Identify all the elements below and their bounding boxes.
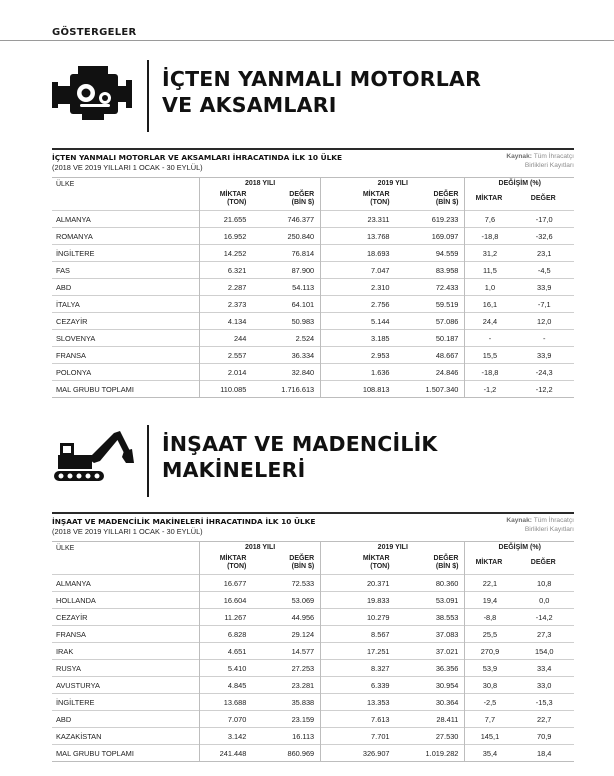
value-2019-cell: 53.091 [396,592,465,609]
value-2018-cell: 76.814 [252,245,320,262]
country-cell: ABD [52,711,200,728]
change-quantity-cell: 24,4 [465,313,515,330]
quantity-2019-cell: 19.833 [321,592,396,609]
source-label: Kaynak: [506,153,532,160]
change-quantity-cell: 35,4 [465,745,515,762]
table-subtitle: (2018 VE 2019 YILLARI 1 OCAK - 30 EYLÜL) [52,163,203,172]
header-text: MİKTAR [362,555,390,563]
engine-icon [50,60,136,124]
table-row [52,228,574,245]
col-group-2018: 2018 YILI [200,178,321,189]
table-row [52,211,574,228]
table-row [52,660,574,677]
change-quantity-cell: 31,2 [465,245,515,262]
change-value-cell: 22,7 [514,711,574,728]
value-2018-cell: 14.577 [252,643,320,660]
table-source [506,153,574,170]
title-divider [147,425,149,497]
table-row [52,347,574,364]
change-quantity-cell: 270,9 [465,643,515,660]
col-header-value-2018 [252,189,320,211]
header-text: (BİN $) [291,199,315,207]
header-text: (BİN $) [435,563,459,571]
quantity-2019-cell: 2.310 [321,279,396,296]
header-text: (TON) [227,563,247,571]
change-value-cell: -4,5 [514,262,574,279]
header-text: (BİN $) [291,563,315,571]
quantity-2018-cell: 16.677 [200,575,253,592]
value-2019-cell: 36.356 [396,660,465,677]
change-value-cell: -7,1 [514,296,574,313]
source-text: Tüm İhracatçı [533,153,574,160]
value-2018-cell: 32.840 [252,364,320,381]
country-cell: KAZAKİSTAN [52,728,200,745]
change-quantity-cell: 145,1 [465,728,515,745]
table-block-construction [52,512,574,762]
col-header-value-2019 [396,553,465,575]
source-text: Tüm İhracatçı [533,517,574,524]
table-row [52,626,574,643]
quantity-2019-cell: 17.251 [321,643,396,660]
value-2018-cell: 250.840 [252,228,320,245]
quantity-2019-cell: 20.371 [321,575,396,592]
country-cell: SLOVENYA [52,330,200,347]
change-value-cell: - [514,330,574,347]
country-cell: RUSYA [52,660,200,677]
table-row [52,728,574,745]
country-cell: İNGİLTERE [52,245,200,262]
table-row [52,245,574,262]
col-header-quantity-2018 [200,553,253,575]
quantity-2019-cell: 3.185 [321,330,396,347]
section-title [162,431,438,483]
quantity-2018-cell: 14.252 [200,245,253,262]
quantity-2019-cell: 326.907 [321,745,396,762]
change-value-cell: 154,0 [514,643,574,660]
quantity-2019-cell: 2.953 [321,347,396,364]
value-2018-cell: 44.956 [252,609,320,626]
value-2019-cell: 37.083 [396,626,465,643]
quantity-2018-cell: 241.448 [200,745,253,762]
top-rule [0,40,614,41]
section-header-engines [50,60,570,132]
country-cell: ALMANYA [52,211,200,228]
value-2018-cell: 746.377 [252,211,320,228]
table-row [52,279,574,296]
country-cell: CEZAYİR [52,609,200,626]
col-header-country: ÜLKE [52,542,200,575]
table-row [52,364,574,381]
quantity-2019-cell: 2.756 [321,296,396,313]
value-2018-cell: 27.253 [252,660,320,677]
header-text: DEĞER [289,191,315,199]
country-cell: MAL GRUBU TOPLAMI [52,745,200,762]
change-value-cell: 33,9 [514,279,574,296]
value-2018-cell: 53.069 [252,592,320,609]
table-row [52,677,574,694]
change-quantity-cell: 25,5 [465,626,515,643]
col-group-2019: 2019 YILI [321,542,465,553]
header-text: (TON) [227,199,247,207]
country-cell: HOLLANDA [52,592,200,609]
section-title-line: İÇTEN YANMALI MOTORLAR [162,67,482,91]
col-group-2019: 2019 YILI [321,178,465,189]
table-top-rule [52,512,574,514]
col-group-2018: 2018 YILI [200,542,321,553]
table-row [52,609,574,626]
change-quantity-cell: 53,9 [465,660,515,677]
change-value-cell: 12,0 [514,313,574,330]
change-value-cell: 33,0 [514,677,574,694]
value-2018-cell: 54.113 [252,279,320,296]
value-2018-cell: 29.124 [252,626,320,643]
quantity-2018-cell: 16.604 [200,592,253,609]
header-text: (TON) [370,563,390,571]
col-group-change: DEĞİŞİM (%) [465,178,574,189]
quantity-2018-cell: 4.845 [200,677,253,694]
value-2019-cell: 38.553 [396,609,465,626]
table-title: İÇTEN YANMALI MOTORLAR VE AKSAMLARI İHRACATINDA İLK 10 ÜLKE [52,153,343,162]
change-quantity-cell: -2,5 [465,694,515,711]
country-cell: MAL GRUBU TOPLAMI [52,381,200,398]
header-text: (BİN $) [435,199,459,207]
table-row [52,643,574,660]
header-text: DEĞER [289,555,315,563]
value-2019-cell: 80.360 [396,575,465,592]
country-cell: ABD [52,279,200,296]
change-quantity-cell: -1,2 [465,381,515,398]
country-cell: CEZAYİR [52,313,200,330]
change-value-cell: 33,9 [514,347,574,364]
quantity-2019-cell: 13.768 [321,228,396,245]
quantity-2018-cell: 6.828 [200,626,253,643]
quantity-2019-cell: 7.047 [321,262,396,279]
table-subtitle: (2018 VE 2019 YILLARI 1 OCAK - 30 EYLÜL) [52,527,203,536]
country-cell: ROMANYA [52,228,200,245]
change-value-cell: 23,1 [514,245,574,262]
value-2019-cell: 48.667 [396,347,465,364]
value-2018-cell: 1.716.613 [252,381,320,398]
table-title: İNŞAAT VE MADENCİLİK MAKİNELERİ İHRACATINDA İLK 10 ÜLKE [52,517,316,526]
value-2019-cell: 27.530 [396,728,465,745]
value-2019-cell: 30.364 [396,694,465,711]
country-cell: POLONYA [52,364,200,381]
quantity-2019-cell: 13.353 [321,694,396,711]
table-row [52,592,574,609]
change-quantity-cell: 11,5 [465,262,515,279]
quantity-2019-cell: 108.813 [321,381,396,398]
change-quantity-cell: 16,1 [465,296,515,313]
value-2019-cell: 83.958 [396,262,465,279]
change-quantity-cell: 7,7 [465,711,515,728]
col-header-change-quantity: MİKTAR [465,553,515,575]
export-table [52,541,574,762]
quantity-2018-cell: 6.321 [200,262,253,279]
change-value-cell: 27,3 [514,626,574,643]
quantity-2019-cell: 6.339 [321,677,396,694]
value-2018-cell: 36.334 [252,347,320,364]
value-2018-cell: 35.838 [252,694,320,711]
quantity-2018-cell: 110.085 [200,381,253,398]
col-header-change-value: DEĞER [530,559,556,567]
table-row [52,313,574,330]
section-title [162,66,481,118]
section-title-line: VE AKSAMLARI [162,93,337,117]
country-cell: FAS [52,262,200,279]
table-total-row [52,745,574,762]
col-header-country: ÜLKE [52,178,200,211]
quantity-2018-cell: 13.688 [200,694,253,711]
change-value-cell: -14,2 [514,609,574,626]
quantity-2018-cell: 4.134 [200,313,253,330]
value-2019-cell: 94.559 [396,245,465,262]
change-value-cell: 70,9 [514,728,574,745]
quantity-2019-cell: 7.613 [321,711,396,728]
quantity-2019-cell: 7.701 [321,728,396,745]
page-section-tag: GÖSTERGELER [52,27,137,38]
header-text: (TON) [370,199,390,207]
change-value-cell: -24,3 [514,364,574,381]
table-row [52,330,574,347]
country-cell: ALMANYA [52,575,200,592]
change-quantity-cell: 22,1 [465,575,515,592]
change-quantity-cell: 19,4 [465,592,515,609]
table-caption [52,153,574,177]
change-quantity-cell: 30,8 [465,677,515,694]
change-quantity-cell: - [465,330,515,347]
quantity-2018-cell: 2.287 [200,279,253,296]
col-header-quantity-2019 [321,189,396,211]
table-row [52,575,574,592]
table-total-row [52,381,574,398]
quantity-2018-cell: 5.410 [200,660,253,677]
col-header-quantity-2018 [200,189,253,211]
col-header-change-quantity: MİKTAR [465,189,515,211]
change-value-cell: -12,2 [514,381,574,398]
value-2018-cell: 50.983 [252,313,320,330]
title-divider [147,60,149,132]
header-text: DEĞER [433,555,459,563]
value-2019-cell: 37.021 [396,643,465,660]
value-2018-cell: 860.969 [252,745,320,762]
table-caption [52,517,574,541]
change-value-cell: -15,3 [514,694,574,711]
header-text: DEĞER [433,191,459,199]
source-text-2: Birlikleri Kayıtları [524,161,574,169]
country-cell: İTALYA [52,296,200,313]
value-2019-cell: 28.411 [396,711,465,728]
value-2018-cell: 72.533 [252,575,320,592]
quantity-2019-cell: 18.693 [321,245,396,262]
value-2018-cell: 16.113 [252,728,320,745]
value-2019-cell: 72.433 [396,279,465,296]
country-cell: İNGİLTERE [52,694,200,711]
value-2018-cell: 23.159 [252,711,320,728]
table-top-rule [52,148,574,150]
quantity-2018-cell: 4.651 [200,643,253,660]
value-2019-cell: 59.519 [396,296,465,313]
change-quantity-cell: -8,8 [465,609,515,626]
table-row [52,296,574,313]
section-title-line: MAKİNELERİ [162,458,306,482]
quantity-2019-cell: 5.144 [321,313,396,330]
change-value-cell: 0,0 [514,592,574,609]
value-2019-cell: 30.954 [396,677,465,694]
change-value-cell: 18,4 [514,745,574,762]
quantity-2018-cell: 11.267 [200,609,253,626]
country-cell: AVUSTURYA [52,677,200,694]
country-cell: FRANSA [52,626,200,643]
change-quantity-cell: 15,5 [465,347,515,364]
value-2019-cell: 50.187 [396,330,465,347]
col-header-value-2019 [396,189,465,211]
change-quantity-cell: -18,8 [465,228,515,245]
source-label: Kaynak: [506,517,532,524]
quantity-2018-cell: 3.142 [200,728,253,745]
value-2018-cell: 23.281 [252,677,320,694]
value-2018-cell: 64.101 [252,296,320,313]
change-value-cell: 33,4 [514,660,574,677]
quantity-2019-cell: 23.311 [321,211,396,228]
quantity-2019-cell: 8.327 [321,660,396,677]
change-value-cell: -17,0 [514,211,574,228]
col-header-quantity-2019 [321,553,396,575]
header-text: MİKTAR [362,191,390,199]
quantity-2018-cell: 7.070 [200,711,253,728]
quantity-2019-cell: 1.636 [321,364,396,381]
quantity-2019-cell: 10.279 [321,609,396,626]
col-header-value-2018 [252,553,320,575]
change-quantity-cell: 7,6 [465,211,515,228]
value-2019-cell: 619.233 [396,211,465,228]
value-2019-cell: 1.507.340 [396,381,465,398]
quantity-2018-cell: 16.952 [200,228,253,245]
table-row [52,262,574,279]
excavator-icon [50,425,136,489]
table-source [506,517,574,534]
col-group-change: DEĞİŞİM (%) [465,542,574,553]
section-title-line: İNŞAAT VE MADENCİLİK [162,432,438,456]
quantity-2018-cell: 21.655 [200,211,253,228]
value-2019-cell: 169.097 [396,228,465,245]
change-quantity-cell: -18,8 [465,364,515,381]
country-cell: IRAK [52,643,200,660]
value-2019-cell: 57.086 [396,313,465,330]
value-2019-cell: 24.846 [396,364,465,381]
col-header-change-value: DEĞER [530,195,556,203]
change-quantity-cell: 1,0 [465,279,515,296]
source-text-2: Birlikleri Kayıtları [524,525,574,533]
quantity-2018-cell: 2.373 [200,296,253,313]
header-text: MİKTAR [219,191,247,199]
change-value-cell: 10,8 [514,575,574,592]
quantity-2018-cell: 2.014 [200,364,253,381]
table-row [52,694,574,711]
value-2019-cell: 1.019.282 [396,745,465,762]
quantity-2018-cell: 244 [200,330,253,347]
quantity-2019-cell: 8.567 [321,626,396,643]
country-cell: FRANSA [52,347,200,364]
value-2018-cell: 2.524 [252,330,320,347]
value-2018-cell: 87.900 [252,262,320,279]
table-row [52,711,574,728]
header-text: MİKTAR [219,555,247,563]
quantity-2018-cell: 2.557 [200,347,253,364]
table-block-engines [52,148,574,398]
export-table [52,177,574,398]
change-value-cell: -32,6 [514,228,574,245]
section-header-construction [50,425,570,497]
